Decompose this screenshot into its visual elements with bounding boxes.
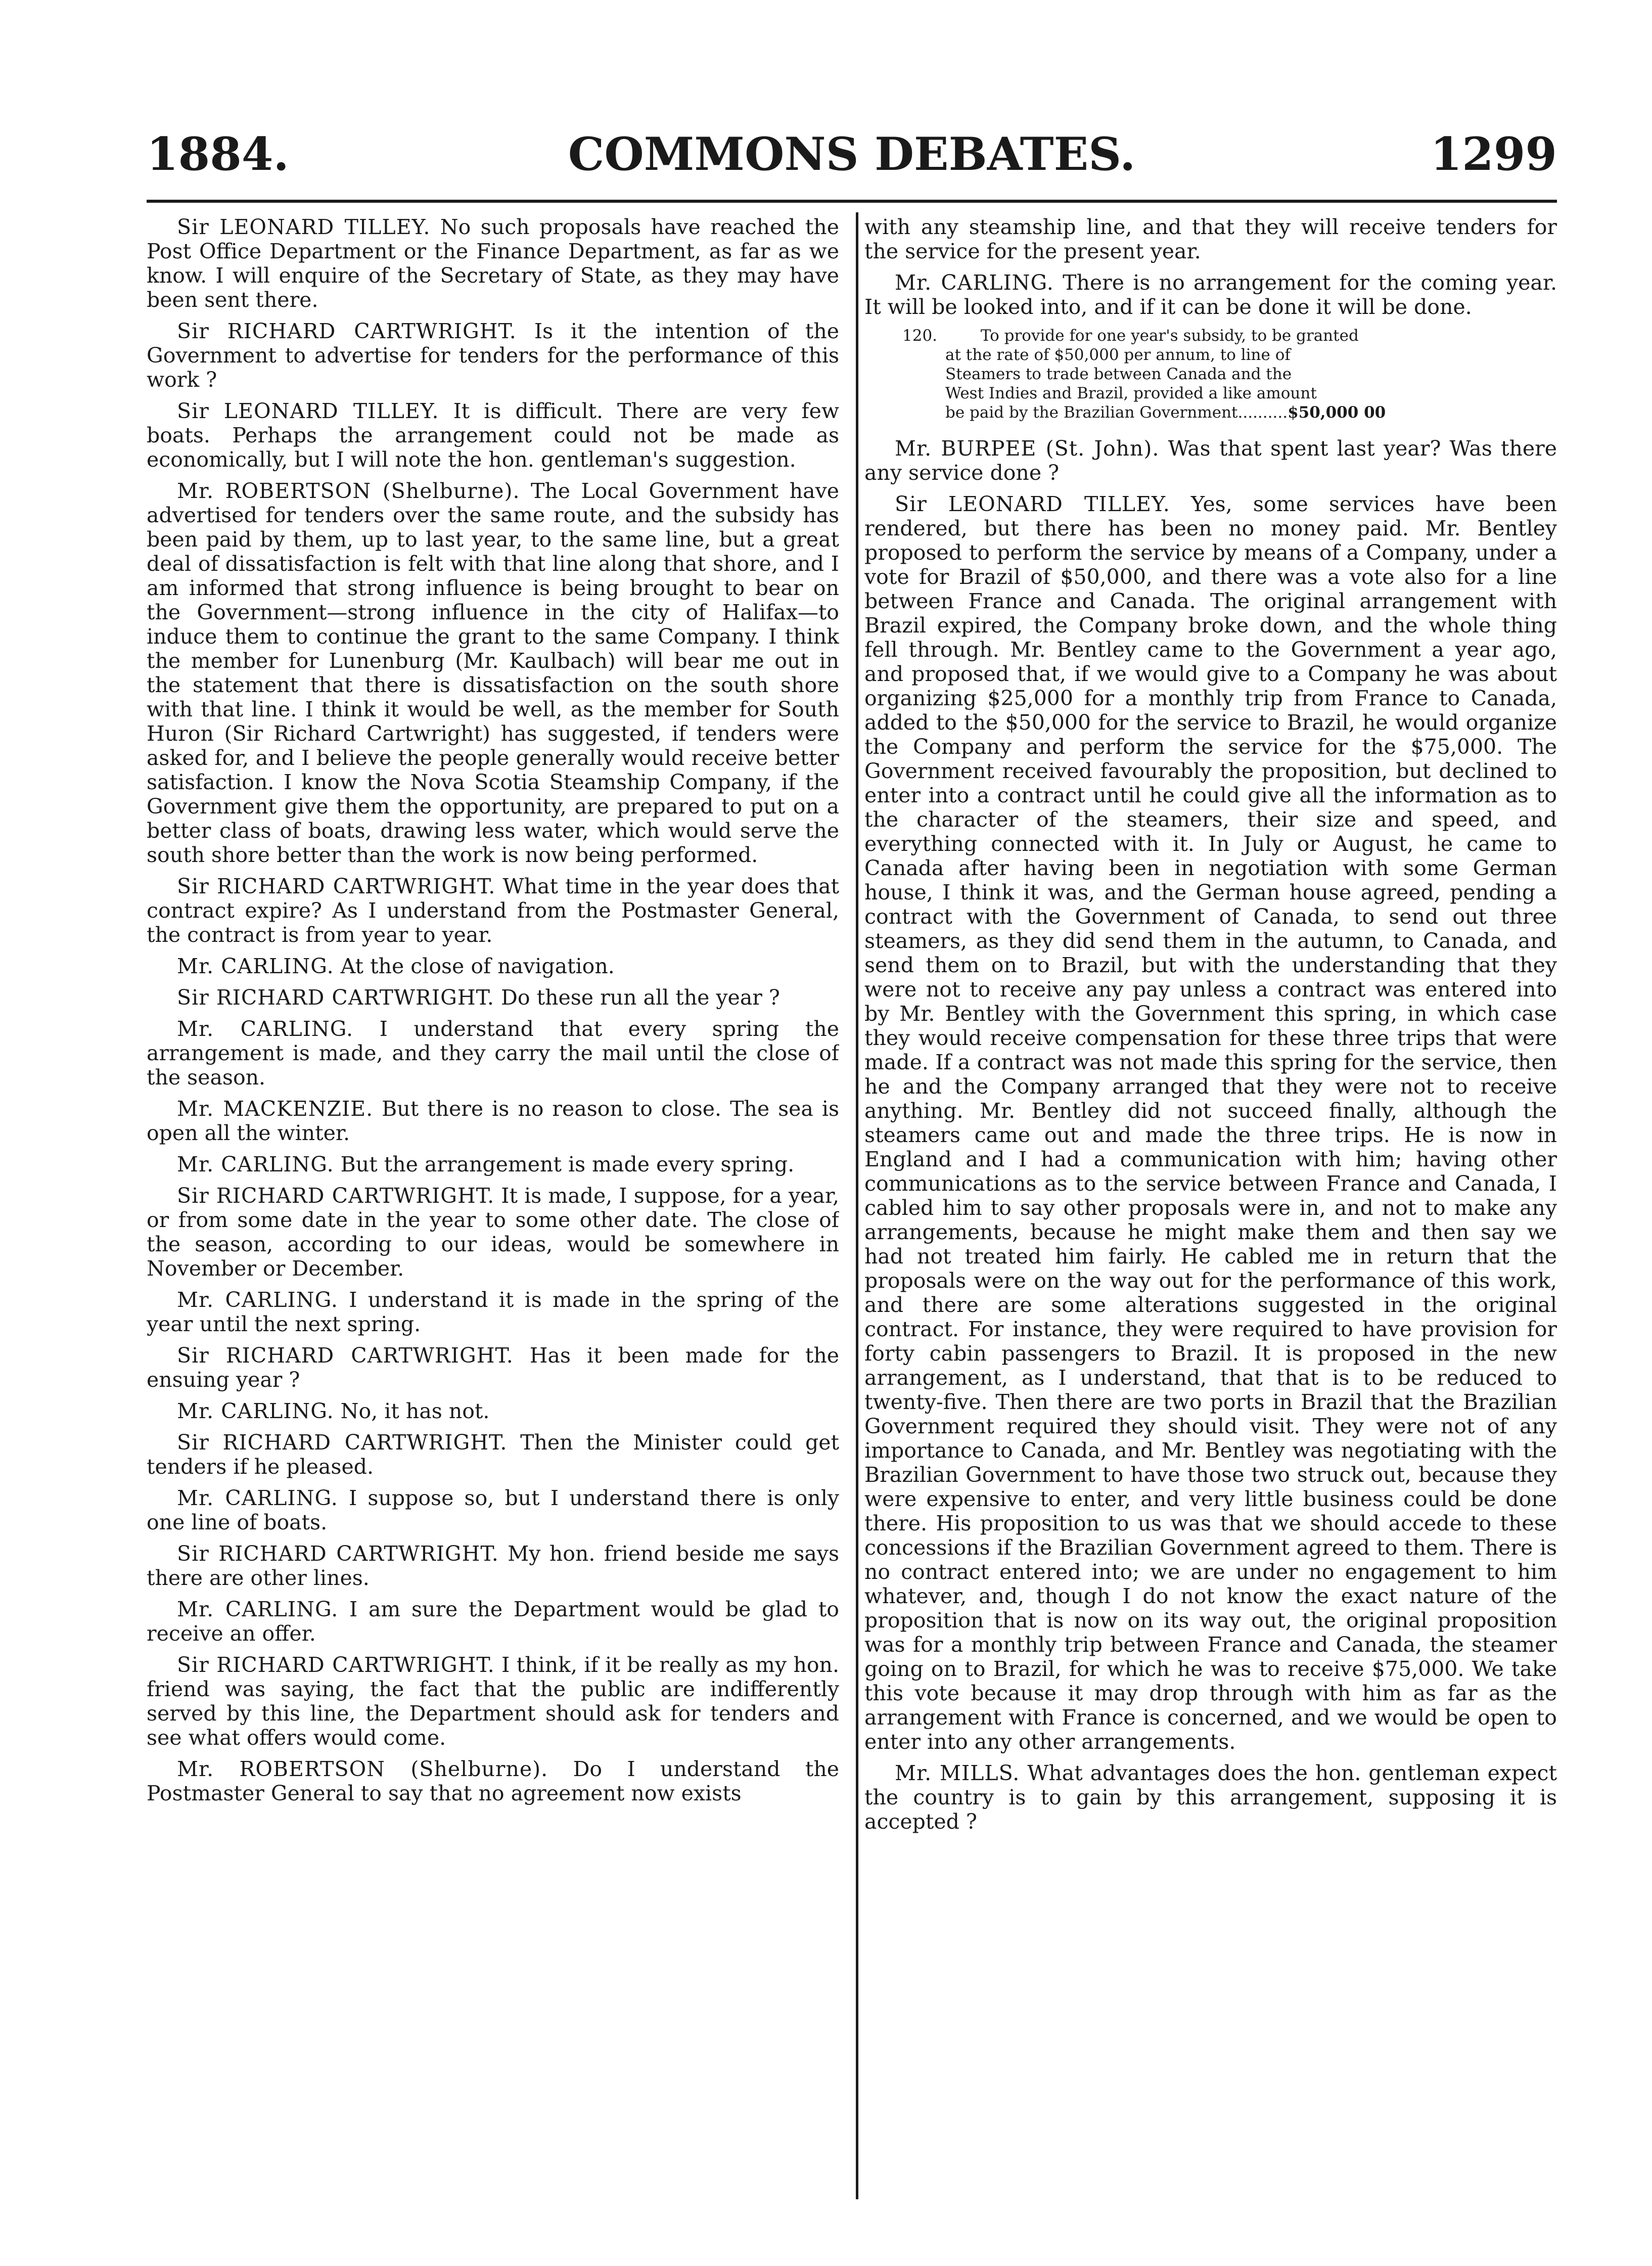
header-year: 1884. xyxy=(147,127,289,181)
speaker-name: Mr. ROBERTSON (Shelburne). xyxy=(177,1757,548,1781)
speaker-name: Mr. CARLING. xyxy=(177,1597,339,1621)
speech-text: No, it has not. xyxy=(340,1399,490,1423)
speaker-name: Sir LEONARD TILLEY. xyxy=(895,492,1170,516)
page-header xyxy=(147,126,1557,187)
vote-line-1: 120. To provide for one year's subsidy, to be granted xyxy=(902,327,1359,345)
speech-paragraph xyxy=(147,874,839,947)
speech-paragraph xyxy=(147,954,839,978)
vote-line-3: Steamers to trade between Canada and the xyxy=(945,365,1292,383)
speech-text: But there is no reason to close. The sea is open all the winter. xyxy=(147,1097,839,1145)
speech-paragraph xyxy=(147,479,839,867)
speech-text: What advantages does the hon. gentleman expect the country is to gain by this arrangement, supposing it is accepted ? xyxy=(864,1761,1557,1834)
speech-text: There is no arrangement for the coming year. It will be looked into, and if it can be done it will be done. xyxy=(864,270,1557,319)
speech-paragraph xyxy=(864,1761,1557,1834)
vote-number: 120. xyxy=(902,327,938,345)
speech-text: But the arrangement is made every spring. xyxy=(340,1152,795,1176)
speech-paragraph xyxy=(147,1430,839,1479)
speech-paragraph xyxy=(147,1597,839,1646)
speech-text: Then the Minister could get tenders if he pleased. xyxy=(147,1430,839,1479)
speech-text: I am sure the Department would be glad to receive an offer. xyxy=(147,1597,839,1646)
speech-text: At the close of navigation. xyxy=(340,954,615,978)
speech-text: What time in the year does that contract expire? As I understand from the Postmaster General, the contract is from year to year. xyxy=(147,874,839,947)
speech-paragraph xyxy=(147,1017,839,1090)
speaker-name: Mr. MACKENZIE. xyxy=(177,1097,374,1121)
right-column-top xyxy=(864,215,1557,319)
speech-paragraph xyxy=(864,270,1557,319)
speech-paragraph xyxy=(147,985,839,1010)
speech-paragraph xyxy=(147,1757,839,1805)
vote-line-4: West Indies and Brazil, provided a like amount xyxy=(945,384,1317,402)
speaker-name: Mr. BURPEE (St. John). xyxy=(895,436,1160,461)
speaker-name: Mr. CARLING. xyxy=(177,954,334,978)
speech-text: I think, if it be really as my hon. friend was saying, the fact that the public are indifferently served by this line, the Department should ask for tenders and see what offers would come. xyxy=(147,1653,839,1750)
speech-text: It is made, I suppose, for a year, or from some date in the year to some other date. The close of the season, according to our ideas, would be somewhere in November or December. xyxy=(147,1184,839,1281)
right-column xyxy=(864,215,1557,2202)
speaker-name: Sir RICHARD CARTWRIGHT. xyxy=(177,1343,514,1368)
speech-text: with any steamship line, and that they will receive tenders for the service for the present year. xyxy=(864,215,1557,263)
speaker-name: Mr. CARLING. xyxy=(177,1017,354,1041)
vote-amount: $50,000 00 xyxy=(1288,403,1386,422)
speech-paragraph xyxy=(147,319,839,392)
header-title: COMMONS DEBATES. xyxy=(568,127,1136,181)
speech-text: I understand that every spring the arrangement is made, and they carry the mail until the close of the season. xyxy=(147,1017,839,1090)
speaker-name: Sir RICHARD CARTWRIGHT. xyxy=(177,985,494,1010)
speaker-name: Mr. CARLING. xyxy=(177,1152,334,1176)
speaker-name: Sir RICHARD CARTWRIGHT. xyxy=(177,1430,508,1455)
speech-text: Was that spent last year? Was there any service done ? xyxy=(864,436,1557,485)
speech-text: It is difficult. There are very few boats. Perhaps the arrangement could not be made as economically, but I will note the hon. gentleman's suggestion. xyxy=(147,399,839,472)
speaker-name: Mr. MILLS. xyxy=(895,1761,1020,1785)
speech-paragraph xyxy=(147,1653,839,1750)
speaker-name: Mr. CARLING. xyxy=(895,270,1054,295)
speech-text: Do I understand the Postmaster General to say that no agreement now exists xyxy=(147,1757,839,1805)
speech-text: Yes, some services have been rendered, but there has been no money paid. Mr. Bentley proposed to perform the service by means of a Company, under a vote for Brazil of $50,000, and there was a vote also for a line between France and Canada. The original arrangement with Brazil expired, the Company broke down, and the whole thing fell through. Mr. Bentley came to the Government a year ago, and proposed that, if we would give to a Company he was about organizing $25,000 for a monthly trip from France to Canada, added to the $50,000 for the service to Brazil, he would organize the Company and perform the service for the $75,000. The Government received favourably the proposition, but declined to enter into a contract until he could give all the information as to the character of the steamers, their size and speed, and everything connected with it. In July or August, he came to Canada after having been in negotiation with some German house, I think it was, and the German house agreed, pending a contract with the Government of Canada, to send out three steamers, as they did send them in the autumn, to Canada, and send them on to Brazil, but with the understanding that they were not to receive any pay unless a contract was entered into by Mr. Bentley with the Government this spring, in which case they would receive compensation for these three trips that were made. If a contract was not made this spring for the service, then he and the Company arranged that they were not to receive anything. Mr. Bentley did not succeed finally, although the steamers came out and made the three trips. He is now in England and I had a communication with him; having other communications as to the service between France and Canada, I cabled him to say other proposals were in, and not to make any arrangements, because he might make them and then say we had not treated him fairly. He cabled me in return that the proposals were on the way out for the performance of this work, and there are some alterations suggested in the original contract. For instance, they were required to have provision for forty cabin passengers to Brazil. It is proposed in the new arrangement, as I understand, that that is to be reduced to twenty-five. Then there are two ports in Brazil that the Brazilian Government required they should visit. They were not of any importance to Canada, and Mr. Bentley was negotiating with the Brazilian Government to have those two struck out, because they were expensive to enter, and very little business could be done there. His proposition to us was that we should accede to these concessions if the Brazilian Government agreed to them. There is no contract entered into; we are under no engagement to him whatever, and, though I do not know the exact nature of the proposition that is now on its way out, the original proposition was for a monthly trip between France and Canada, the steamer going on to Brazil, for which he was to receive $75,000. We take this vote because it may drop through with him as far as the arrangement with France is concerned, and we would be open to enter into any other arrangements. xyxy=(864,492,1557,1754)
speaker-name: Sir RICHARD CARTWRIGHT. xyxy=(177,1542,499,1566)
speech-text: Is it the intention of the Government to advertise for tenders for the performance of this work ? xyxy=(147,319,839,392)
column-divider xyxy=(856,212,858,2199)
speech-paragraph xyxy=(147,1097,839,1145)
speech-text: I understand it is made in the spring of the year until the next spring. xyxy=(147,1288,839,1336)
speech-paragraph xyxy=(864,436,1557,485)
speaker-name: Sir RICHARD CARTWRIGHT. xyxy=(177,1184,495,1208)
right-column-bottom xyxy=(864,436,1557,1834)
speech-paragraph xyxy=(147,1542,839,1590)
vote-line-5: be paid by the Brazilian Government..........$50,000 00 xyxy=(945,403,1386,422)
speech-paragraph xyxy=(864,215,1557,263)
speech-paragraph xyxy=(147,1152,839,1176)
speaker-name: Sir RICHARD CARTWRIGHT. xyxy=(177,874,496,898)
speech-paragraph xyxy=(147,1486,839,1534)
speaker-name: Sir RICHARD CARTWRIGHT. xyxy=(177,1653,495,1677)
speech-text: The Local Government have advertised for tenders over the same route, and the subsidy has been paid by them, up to last year, to the same line, but a great deal of dissatisfaction is felt with that line along that shore, and I am informed that strong influence is being brought to bear on the Government—strong influence in the city of Halifax—to induce them to continue the grant to the same Company. I think the member for Lunenburg (Mr. Kaulbach) will bear me out in the statement that there is dissatisfaction on the south shore with that line. I think it would be well, as the member for South Huron (Sir Richard Cartwright) has suggested, if tenders were asked for, and I believe the people generally would receive better satisfaction. I know the Nova Scotia Steamship Company, if the Government give them the opportunity, are prepared to put on a better class of boats, drawing less water, which would serve the south shore better than the work is now being performed. xyxy=(147,479,839,867)
speech-paragraph xyxy=(147,1288,839,1336)
vote-item xyxy=(902,326,1557,422)
header-rule xyxy=(147,200,1557,203)
speaker-name: Sir RICHARD CARTWRIGHT. xyxy=(177,319,517,343)
header-page-number: 1299 xyxy=(1430,127,1557,181)
left-column xyxy=(147,215,839,2202)
speaker-name: Mr. CARLING. xyxy=(177,1486,338,1510)
speaker-name: Mr. CARLING. xyxy=(177,1288,338,1312)
speaker-name: Sir LEONARD TILLEY. xyxy=(177,215,431,239)
speaker-name: Sir LEONARD TILLEY. xyxy=(177,399,439,423)
speech-paragraph xyxy=(147,399,839,472)
speech-paragraph xyxy=(864,492,1557,1754)
vote-line-2: at the rate of $50,000 per annum, to line of xyxy=(945,346,1291,364)
speech-text: I suppose so, but I understand there is only one line of boats. xyxy=(147,1486,839,1534)
speech-text: Do these run all the year ? xyxy=(501,985,780,1010)
speech-paragraph xyxy=(147,1184,839,1281)
speech-paragraph xyxy=(147,1343,839,1392)
speech-text: My hon. friend beside me says there are other lines. xyxy=(147,1542,839,1590)
speech-paragraph xyxy=(147,215,839,312)
speech-text: No such proposals have reached the Post Office Department or the Finance Department, as far as we know. I will enquire of the Secretary of State, as they may have been sent there. xyxy=(147,215,839,312)
speaker-name: Mr. ROBERTSON (Shelburne). xyxy=(177,479,520,503)
speaker-name: Mr. CARLING. xyxy=(177,1399,334,1423)
speech-paragraph xyxy=(147,1399,839,1423)
speech-text: Has it been made for the ensuing year ? xyxy=(147,1343,839,1392)
